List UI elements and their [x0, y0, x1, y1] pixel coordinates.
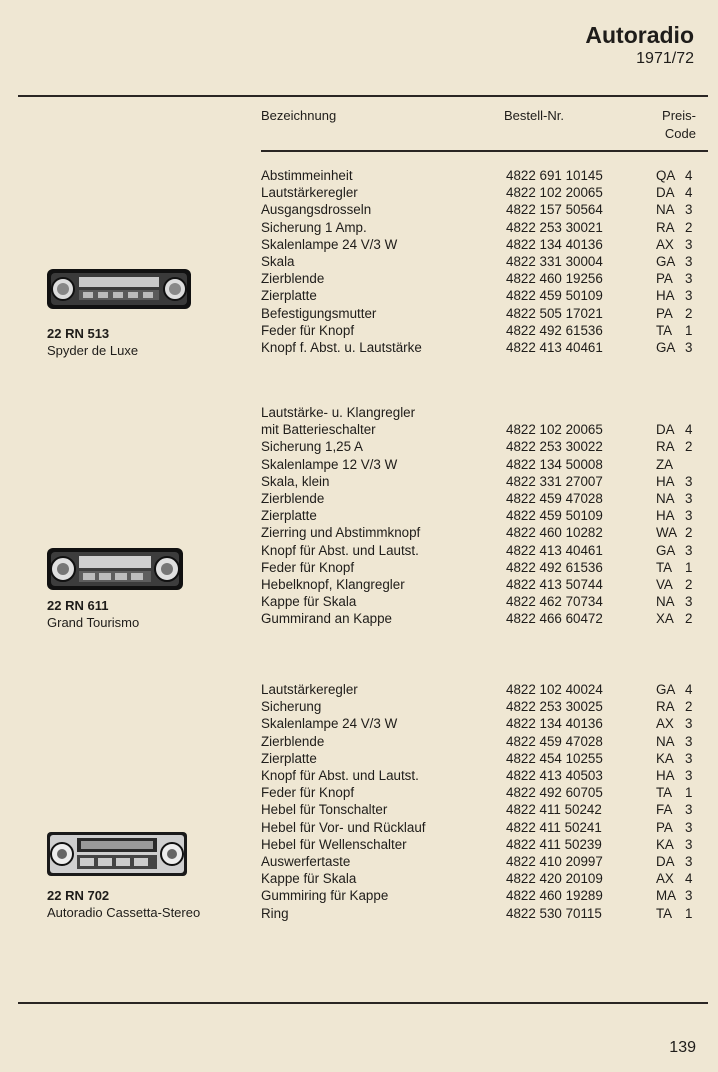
price-number: 1 [685, 905, 693, 921]
part-name: Knopf für Abst. und Lautst. [261, 768, 419, 783]
order-number: 4822 466 60472 [506, 611, 603, 627]
order-number: 4822 411 50239 [506, 836, 602, 852]
order-number: 4822 459 50109 [506, 508, 603, 524]
order-number: 4822 462 70734 [506, 594, 603, 610]
order-number: 4822 253 30025 [506, 699, 603, 715]
part-name: Zierblende [261, 271, 325, 287]
order-number: 4822 253 30022 [506, 439, 603, 455]
order-number: 4822 413 50744 [506, 577, 603, 592]
order-number: 4822 413 40461 [506, 340, 603, 355]
part-name: Befestigungsmutter [261, 305, 377, 321]
price-code: DA [656, 422, 675, 438]
price-number: 2 [685, 305, 693, 321]
part-name: Hebelknopf, Klangregler [261, 577, 405, 592]
part-name: Kappe für Skala [261, 594, 357, 610]
price-number: 4 [685, 422, 693, 438]
header-title: Autoradio [585, 22, 694, 48]
price-number: 3 [685, 254, 693, 269]
price-code: HA [656, 473, 675, 489]
part-name: Sicherung [261, 699, 322, 715]
price-number: 3 [685, 768, 693, 783]
price-code: DA [656, 185, 675, 201]
price-number: 3 [685, 594, 693, 610]
price-code: TA [656, 559, 673, 575]
price-code: AX [656, 871, 674, 887]
price-number: 3 [685, 288, 693, 304]
order-number: 4822 492 61536 [506, 322, 603, 338]
model-name: Spyder de Luxe [47, 343, 139, 358]
part-name: Zierring und Abstimmknopf [261, 525, 421, 541]
price-number: 3 [685, 508, 693, 524]
price-code: AX [656, 716, 674, 732]
price-number: 2 [685, 699, 693, 715]
part-name: Ring [261, 905, 289, 921]
price-code: KA [656, 750, 674, 766]
table-row [0, 490, 718, 507]
order-number: 4822 134 50008 [506, 456, 603, 472]
price-code: RA [656, 219, 675, 235]
order-number: 4822 102 40024 [506, 682, 603, 697]
price-code: RA [656, 439, 675, 455]
part-name: Ausgangsdrosseln [261, 202, 372, 218]
table-row [0, 715, 718, 732]
table-row [0, 473, 718, 490]
table-row [0, 236, 718, 253]
price-code: NA [656, 594, 675, 610]
order-number: 4822 331 30004 [506, 254, 603, 269]
price-number: 3 [685, 802, 693, 818]
order-number: 4822 420 20109 [506, 871, 603, 887]
model-22rn702 [47, 887, 200, 921]
order-number: 4822 492 60705 [506, 785, 603, 801]
price-code: GA [656, 340, 676, 355]
model-number: 22 RN 611 [47, 598, 109, 613]
order-number: 4822 459 50109 [506, 288, 603, 304]
price-number: 3 [685, 473, 693, 489]
part-name: Gummiring für Kappe [261, 888, 389, 904]
price-number: 2 [685, 525, 693, 541]
price-number: 4 [685, 168, 693, 183]
order-number: 4822 102 20065 [506, 185, 603, 201]
part-name: Feder für Knopf [261, 559, 355, 575]
order-number: 4822 691 10145 [506, 168, 603, 183]
part-name: Hebel für Tonschalter [261, 802, 388, 818]
part-name: Zierblende [261, 733, 325, 749]
part-name: mit Batterieschalter [261, 422, 376, 438]
part-name: Auswerfertaste [261, 854, 351, 869]
radio-22rn702-image [46, 831, 188, 877]
order-number: 4822 411 50242 [506, 802, 602, 818]
price-code: NA [656, 202, 675, 218]
price-code: TA [656, 905, 673, 921]
table-row [0, 698, 718, 715]
price-number: 3 [685, 716, 693, 732]
table-row [0, 184, 718, 201]
part-name: Skala, klein [261, 473, 330, 489]
price-code: MA [656, 888, 677, 904]
table-row [0, 681, 718, 698]
order-number: 4822 530 70115 [506, 905, 602, 921]
price-code: DA [656, 854, 675, 869]
order-number: 4822 459 47028 [506, 733, 603, 749]
radio-22rn513-image [46, 268, 192, 310]
column-header-price-line2: Code [664, 126, 696, 141]
order-number: 4822 134 40136 [506, 236, 603, 252]
order-number: 4822 413 40503 [506, 768, 603, 783]
price-number: 3 [685, 236, 693, 252]
price-code: HA [656, 768, 675, 783]
order-number: 4822 492 61536 [506, 559, 603, 575]
price-number: 3 [685, 542, 693, 558]
table-row [0, 456, 718, 473]
table-row [0, 507, 718, 524]
part-name: Hebel für Wellenschalter [261, 836, 407, 852]
order-number: 4822 413 40461 [506, 542, 603, 558]
price-code: GA [656, 254, 676, 269]
part-name: Zierplatte [261, 508, 317, 524]
price-number: 2 [685, 611, 693, 627]
price-number: 3 [685, 271, 693, 287]
price-code: NA [656, 733, 675, 749]
table-row [0, 801, 718, 818]
part-name: Zierplatte [261, 750, 317, 766]
part-name: Sicherung 1,25 A [261, 439, 363, 455]
price-number: 4 [685, 682, 693, 697]
order-number: 4822 460 10282 [506, 525, 603, 541]
order-number: 4822 460 19256 [506, 271, 603, 287]
part-name: Knopf f. Abst. u. Lautstärke [261, 340, 422, 355]
part-name: Feder für Knopf [261, 322, 355, 338]
part-name: Kappe für Skala [261, 871, 357, 887]
order-number: 4822 460 19289 [506, 888, 603, 904]
price-number: 3 [685, 819, 693, 835]
price-code: QA [656, 168, 676, 183]
price-number: 3 [685, 340, 693, 355]
price-code: ZA [656, 456, 674, 472]
price-code: TA [656, 785, 673, 801]
table-row [0, 201, 718, 218]
header-rule [261, 150, 708, 152]
price-code: FA [656, 802, 673, 818]
model-22rn513 [47, 325, 138, 359]
price-number: 3 [685, 491, 693, 506]
price-number: 3 [685, 836, 693, 852]
model-name: Grand Tourismo [47, 615, 140, 630]
part-name: Gummirand an Kappe [261, 611, 393, 627]
price-number: 4 [685, 871, 693, 887]
price-code: PA [656, 305, 673, 321]
radio-22rn611-image [46, 547, 184, 591]
table-row [0, 421, 718, 438]
price-number: 3 [685, 750, 693, 766]
bottom-rule [18, 1002, 708, 1004]
price-code: GA [656, 542, 676, 558]
part-name: Sicherung 1 Amp. [261, 219, 367, 235]
column-header-order: Bestell-Nr. [504, 108, 564, 123]
order-number: 4822 505 17021 [506, 305, 603, 321]
order-number: 4822 459 47028 [506, 491, 603, 506]
model-number: 22 RN 513 [47, 326, 110, 341]
table-row [0, 524, 718, 541]
column-header-price [656, 107, 696, 143]
price-code: PA [656, 819, 673, 835]
order-number: 4822 157 50564 [506, 202, 603, 218]
part-name: Zierblende [261, 491, 325, 506]
table-row [0, 404, 718, 421]
part-name: Hebel für Vor- und Rücklauf [261, 819, 426, 835]
order-number: 4822 410 20997 [506, 854, 603, 869]
table-row [0, 167, 718, 184]
order-number: 4822 454 10255 [506, 750, 603, 766]
part-name: Skalenlampe 24 V/3 W [261, 236, 398, 252]
column-header-name: Bezeichnung [261, 108, 337, 123]
price-number: 2 [685, 219, 693, 235]
price-code: RA [656, 699, 675, 715]
part-name: Lautstärke- u. Klangregler [261, 405, 416, 420]
order-number: 4822 134 40136 [506, 716, 603, 732]
price-code: KA [656, 836, 674, 852]
order-number: 4822 253 30021 [506, 219, 603, 235]
price-number: 1 [685, 559, 693, 575]
part-name: Skala [261, 254, 295, 269]
price-code: VA [656, 577, 673, 592]
model-22rn611 [47, 597, 139, 631]
price-code: XA [656, 611, 674, 627]
price-code: WA [656, 525, 678, 541]
table-row [0, 438, 718, 455]
price-code: NA [656, 491, 675, 506]
header-year: 1971/72 [636, 50, 694, 67]
table-row [0, 219, 718, 236]
table-row [0, 750, 718, 767]
part-name: Feder für Knopf [261, 785, 355, 801]
price-code: PA [656, 271, 673, 287]
part-name: Lautstärkeregler [261, 682, 358, 697]
model-number: 22 RN 702 [47, 888, 110, 903]
price-number: 3 [685, 888, 693, 904]
price-number: 1 [685, 322, 693, 338]
price-code: HA [656, 288, 675, 304]
price-number: 2 [685, 577, 693, 592]
top-rule [18, 95, 708, 97]
column-header-price-line1: Preis- [662, 108, 696, 123]
price-number: 3 [685, 854, 693, 869]
model-name: Autoradio Cassetta-Stereo [47, 905, 201, 920]
order-number: 4822 411 50241 [506, 819, 602, 835]
part-name: Lautstärkeregler [261, 185, 358, 201]
table-row [0, 767, 718, 784]
part-name: Skalenlampe 12 V/3 W [261, 456, 398, 472]
price-code: TA [656, 322, 673, 338]
price-number: 3 [685, 733, 693, 749]
price-number: 3 [685, 202, 693, 218]
part-name: Skalenlampe 24 V/3 W [261, 716, 398, 732]
price-code: GA [656, 682, 676, 697]
price-number: 4 [685, 185, 693, 201]
part-name: Knopf für Abst. und Lautst. [261, 542, 419, 558]
table-row [0, 784, 718, 801]
price-number: 1 [685, 785, 693, 801]
order-number: 4822 102 20065 [506, 422, 603, 438]
price-code: AX [656, 236, 674, 252]
page-number: 139 [669, 1039, 696, 1056]
price-number: 2 [685, 439, 693, 455]
price-code: HA [656, 508, 675, 524]
part-name: Zierplatte [261, 288, 317, 304]
table-row [0, 733, 718, 750]
part-name: Abstimmeinheit [261, 168, 353, 183]
order-number: 4822 331 27007 [506, 473, 603, 489]
